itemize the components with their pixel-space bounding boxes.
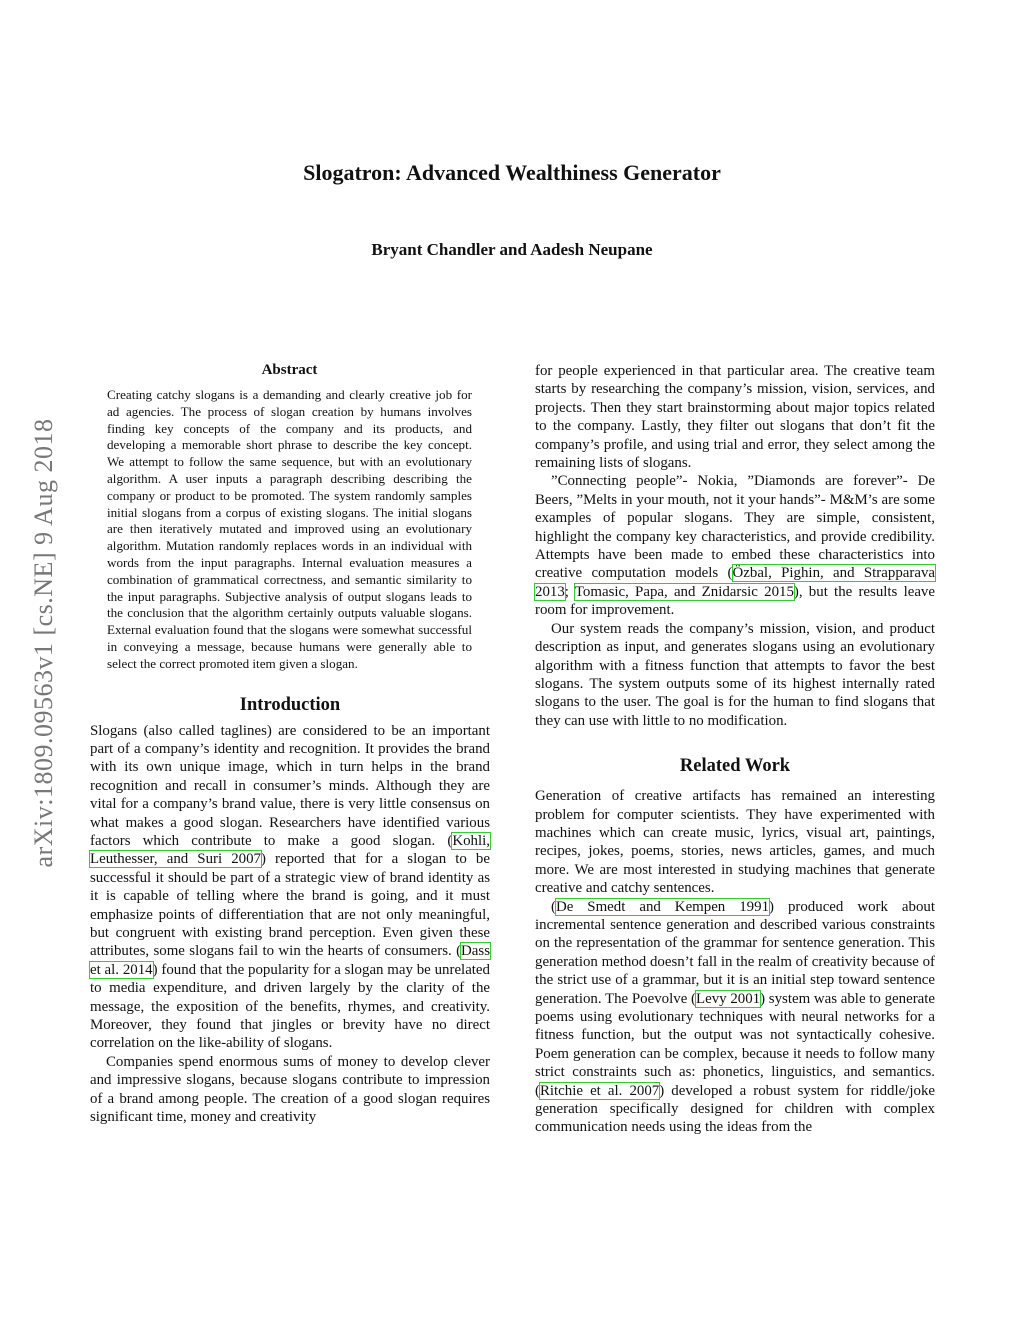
related-work-heading: Related Work [679, 756, 791, 777]
arxiv-identifier: arXiv:1809.09563v1 [cs.NE] 9 Aug 2018 [29, 418, 58, 867]
related-p2-text-c: ) system was able to generate poems using evolutionary techniques with neural networks for a fitness function, but the output was not syntactically cohesive. Poem generation can be complex, because it needs to follow many strict constraints such as: phonetics, linguistics, and semantics. ( [535, 990, 936, 1099]
intro-p4-text-a: ”Connecting people”- Nokia, ”Diamonds are forever”- De Beers, ”Melts in your mouth, not it your hands”- M&M’s are some examples of popular slogans. They are simple, consistent, highlight the company key characteristics, and provide credibility. Attempts have been made to embed these characteristics into creative computation models ( [535, 473, 935, 582]
paper-title: Slogatron: Advanced Wealthiness Generator [303, 160, 721, 185]
intro-p4-text-b: ), but the results leave room for improvement. [535, 583, 935, 619]
intro-p1-text-c: ) found that the popularity for a slogan may be unrelated to media expenditure, and driven largely by the clarity of the message, the exposition of the benefits, rhymes, and creativity. Moreover, they found that jingles or brevity have no direct correlation on the like-ability of slogans. [90, 961, 490, 1052]
arxiv-sidebar [24, 355, 64, 930]
intro-paragraph-5: Our system reads the company’s mission, vision, and product description as input, and generates slogans using an evolutionary algorithm with a fitness function that attempts to favor the best slogans. The system outputs some of its highest internally rated slogans to the user. The goal is for the human to find slogans that they can use with little to no modification. [535, 620, 935, 729]
related-paragraph-1: Generation of creative artifacts has remained an interesting problem for computer scientists. They have experimented with machines which can create music, lyrics, visual art, paintings, recipes, jokes, poems, stories, news articles, games, and much more. We are most interested in studying machines that generate creative and catchy sentences. [535, 788, 935, 897]
paper-authors: Bryant Chandler and Aadesh Neupane [371, 240, 653, 259]
intro-p1-text-b: ) reported that for a slogan to be successful it should be part of a strategic view of brand identity as it is capable of telling where the brand is going, and it must emphasize points of differentiation that are not only meaningful, but congruent with existing brand perception. Even given these attributes, some slogans fail to win the hearts of consumers. ( [90, 851, 490, 960]
citation-dass-2014[interactable]: Dass et al. 2014 [90, 943, 490, 978]
related-p2-text-a: ( [551, 898, 556, 915]
intro-p4-sep: ; [564, 583, 575, 600]
citation-kohli-2007[interactable]: Kohli, Leuthesser, and Suri 2007 [90, 832, 490, 868]
citation-desmedt-1991[interactable]: De Smedt and Kempen 1991 [555, 898, 770, 915]
related-paragraph-2 [535, 898, 935, 1137]
left-column [90, 362, 490, 1126]
related-p2-text-b: ) produced work about incremental sentence generation and described various constraints on the representation of the grammar for sentence generation. This generation method doesn’t fall in the realm of creativity because of the strict use of a grammar, but it is an initial step toward sentence generation. The Poevolve ( [535, 898, 935, 1007]
intro-p1-text-a: Slogans (also called taglines) are considered to be an important part of a company’s identity and recognition. It provides the brand with its own unique image, which in turn helps in the brand recognition and recall in consumer’s minds. Although they are vital for a company’s brand value, there is very little consensus on what makes a good slogan. Researchers have identified various factors which contribute to make a good slogan. ( [90, 722, 490, 849]
intro-paragraph-1 [90, 722, 490, 1053]
introduction-heading: Introduction [239, 694, 341, 715]
citation-ozbal-2013[interactable]: Özbal, Pighin, and Strapparava 2013 [535, 565, 935, 600]
intro-paragraph-4 [535, 472, 935, 619]
abstract-section [107, 362, 472, 673]
intro-paragraph-3: for people experienced in that particular area. The creative team starts by researching the company’s mission, vision, services, and projects. Then they start brainstorming about major topics related to the company. Lastly, they filter out slogans that don’t fit the company’s profile, and using trial and error, they select among the remaining lists of slogans. [535, 363, 935, 472]
intro-paragraph-2: Companies spend enormous sums of money to develop clever and impressive slogans, because slogans contribute to impression of a brand among people. The creation of a good slogan requires significant time, money and creativity [90, 1053, 490, 1126]
citation-levy-2001[interactable]: Levy 2001 [696, 990, 761, 1007]
related-p2-text-d: ) developed a robust system for riddle/joke generation specifically designed for children with complex communication needs using the ideas from the [535, 1082, 936, 1136]
citation-tomasic-2015[interactable]: Tomasic, Papa, and Znidarsic 2015 [574, 583, 794, 600]
abstract-heading: Abstract [261, 362, 318, 378]
right-column [535, 362, 935, 1137]
citation-ritchie-2007[interactable]: Ritchie et al. 2007 [539, 1082, 660, 1099]
abstract-text: Creating catchy slogans is a demanding and clearly creative job for ad agencies. The process of slogan creation by humans involves finding key concepts of the company and its products, and developing a memorable short phrase to describe the key concept. We attempt to follow the same sequence, but with an evolutionary algorithm. A user inputs a paragraph describing describing the company or product to be promoted. The system randomly samples initial slogans from a corpus of existing slogans. The initial slogans are then iteratively mutated and improved using an evolutionary algorithm. Mutation randomly replaces words in an individual with words from the input paragraphs. Internal evaluation measures a combination of grammatical correctness, and semantic similarity to the input paragraphs. Subjective analysis of output slogans leads to the conclusion that the algorithm certainly outputs valuable slogans. External evaluation found that the slogans were somewhat successful in conveying a message, because humans were generally able to select the correct promoted item given a slogan. [107, 387, 472, 671]
